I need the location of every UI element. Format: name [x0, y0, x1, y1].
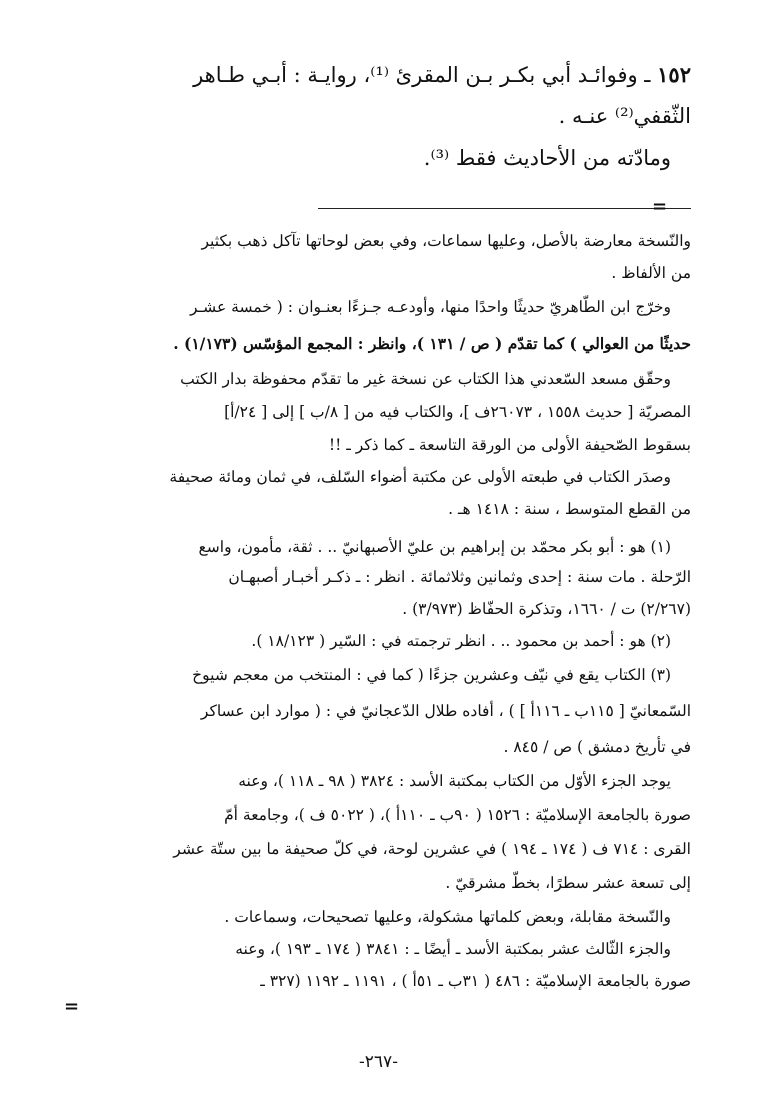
body-line: وحقّق مسعد السّعدني هذا الكتاب عن نسخة غير ما تقدّم محفوظة بدار الكتب	[180, 370, 671, 388]
entry-number: ١٥٢	[657, 62, 691, 87]
lower-line: صورة بالجامعة الإسلاميّة : ١٥٢٦ ( ٩٠ب ـ ١١٠أ )، ( ٥٠٢٢ ف )، وجامعة أمّ	[224, 806, 691, 824]
footnote-line: السّمعانيّ [ ١١٥ب ـ ١١٦أ ] ) ، أفاده طلال الدّعجانيّ في : ( موارد ابن عساكر	[200, 702, 691, 720]
lower-line: إلى تسعة عشر سطرًا، بخطّ مشرقيّ .	[445, 874, 691, 892]
footnote-line: (١) هو : أبو بكر محمّد بن إبراهيم بن عليّ الأصبهانيّ .. . ثقة، مأمون، واسع	[198, 538, 671, 556]
footnote-line: في تأريخ دمشق ) ص / ٨٤٥ .	[503, 738, 691, 756]
lower-line: القرى : ٧١٤ ف ( ١٧٤ ـ ١٩٤ ) في عشرين لوحة، في كلّ صحيفة ما بين ستّة عشر	[173, 840, 691, 858]
body-line: المصريّة [ حديث ١٥٥٨ ، ٢٦٠٧٣ف ]، والكتاب فيه من [ ٨/ب ] إلى [ ٢٤/أ]	[224, 403, 691, 421]
entry-title-line-1	[193, 62, 691, 87]
entry-title-text: ـ وفوائـد أبي بكـر بـن المقرئ ⁽¹⁾، روايـة : أبـي طـاهر	[193, 63, 651, 87]
entry-content-line	[424, 146, 671, 170]
lower-line: والنّسخة مقابلة، وبعض كلماتها مشكولة، وعليها تصحيحات، وسماعات .	[224, 908, 671, 926]
body-line: حديثًا من العوالي ) كما تقدّم ( ص / ١٣١ )، وانظر : المجمع المؤسّس (١/١٧٣) .	[173, 334, 691, 353]
body-line: والنّسخة معارضة بالأصل، وعليها سماعات، وفي بعض لوحاتها تآكل ذهب بكثير	[201, 232, 691, 250]
body-line: من القطع المتوسط ، سنة : ١٤١٨ هـ .	[448, 500, 691, 518]
lower-line: صورة بالجامعة الإسلاميّة : ٤٨٦ ( ٣١ب ـ ٥١أ ) ، ١١٩١ ـ ١١٩٢ (٣٢٧ ـ	[260, 972, 691, 990]
entry-content-text: ومادّته من الأحاديث فقط ⁽³⁾.	[423, 146, 671, 170]
footnote-line: (٢) هو : أحمد بن محمود .. . انظر ترجمته في : السّير ( ١٨/١٢٣ ).	[251, 632, 671, 650]
footnote-line: الرّحلة . مات سنة : إحدى وثمانين وثلاثمائة . انظر : ـ ذكـر أخبـار أصبهـان	[228, 568, 691, 586]
entry-title-continuation: الثّقفي⁽²⁾ عنـه .	[558, 104, 691, 128]
body-line: وصدَر الكتاب في طبعته الأولى عن مكتبة أضواء السّلف، في ثمان ومائة صحيفة	[169, 468, 671, 486]
body-line: من الألفاظ .	[611, 264, 691, 282]
footnote-divider	[318, 208, 691, 209]
body-line: وخرّج ابن الطّاهريّ حديثًا واحدًا منها، وأودعـه جـزءًا بعنـوان : ( خمسة عشـر	[190, 298, 671, 316]
entry-title-line-2	[559, 104, 691, 128]
continuation-mark-top: =	[652, 196, 668, 217]
page-number: -٢٦٧-	[359, 1052, 398, 1072]
body-line: بسقوط الصّحيفة الأولى من الورقة التاسعة ـ كما ذكر ـ !!	[328, 436, 691, 454]
lower-line: والجزء الثّالث عشر بمكتبة الأسد ـ أيضًا ـ : ٣٨٤١ ( ١٧٤ ـ ١٩٣ )، وعنه	[235, 940, 671, 958]
footnote-line: (٣) الكتاب يقع في نيّف وعشرين جزءًا ( كما في : المنتخب من معجم شيوخ	[192, 666, 671, 684]
footnote-line: (٢/٢٦٧) ت / ١٦٦٠، وتذكرة الحفّاظ (٣/٩٧٣) .	[402, 600, 691, 618]
lower-line: يوجد الجزء الأوّل من الكتاب بمكتبة الأسد : ٣٨٢٤ ( ٩٨ ـ ١١٨ )، وعنه	[238, 772, 671, 790]
continuation-mark-bottom: =	[64, 996, 80, 1017]
